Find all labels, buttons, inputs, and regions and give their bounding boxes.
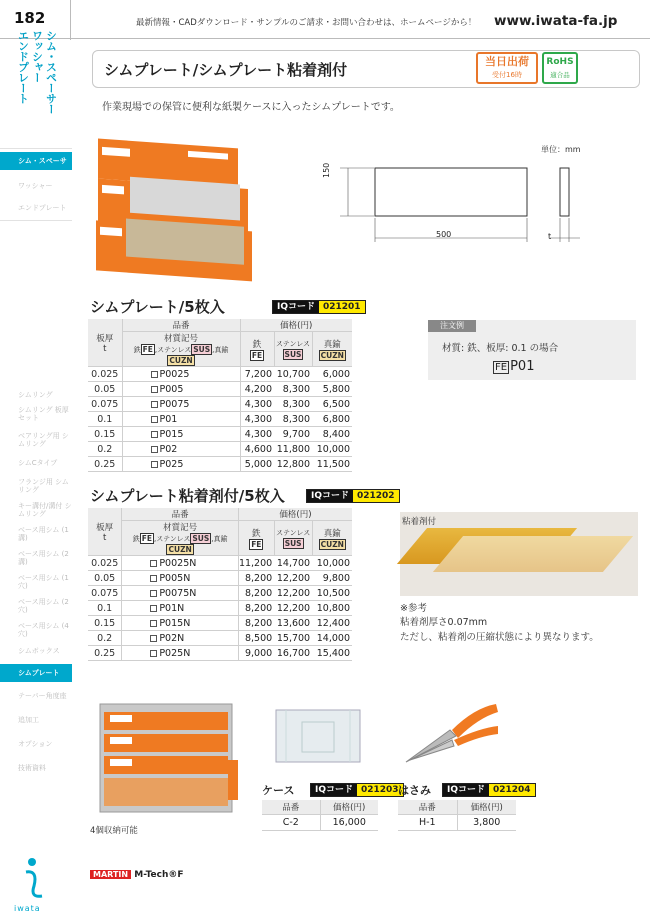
rail-item-base-shim-1slot[interactable]: ベース用シム (1溝) <box>18 526 69 542</box>
th-cuzn: 真鍮 CUZN <box>312 521 352 556</box>
case-caption: 4個収納可能 <box>90 826 138 836</box>
rail-item-option[interactable]: オプション <box>18 740 53 748</box>
table-row: 0.2 P02N 8,500 15,700 14,000 <box>88 631 352 646</box>
product-photo <box>90 130 260 290</box>
category-line-3: エンドプレート <box>16 30 30 104</box>
dim-thickness: t <box>548 232 552 241</box>
case-photo <box>272 702 364 768</box>
case-table <box>262 800 378 831</box>
iq-label: IQコード <box>311 784 357 796</box>
dimension-drawing <box>310 160 600 255</box>
th-part: 品番 <box>398 800 457 814</box>
header-url[interactable]: www.iwata-fa.jp <box>494 13 618 29</box>
table1-title: シムプレート/5枚入 <box>90 298 225 316</box>
scissors-photo <box>400 700 502 770</box>
rail-item-base-shim-2hole[interactable]: ベース用シム (2穴) <box>18 598 69 614</box>
page-title: シムプレート/シムプレート粘着剤付 <box>104 61 348 79</box>
table-row: 0.05 P005N 8,200 12,200 9,800 <box>88 571 352 586</box>
table-row: 0.075 P0075N 8,200 12,200 10,500 <box>88 586 352 601</box>
envelope-3 <box>96 219 252 282</box>
th-sus: ステンレス SUS <box>274 332 312 367</box>
dim-height: 150 <box>322 162 331 178</box>
adhesive-sheet-front <box>433 536 633 572</box>
table-row: 0.075 P0075 4,300 8,300 6,500 <box>88 397 352 412</box>
table-row: 0.25 P025N 9,000 16,700 15,400 <box>88 646 352 661</box>
th-price: 価格(円) <box>320 800 378 814</box>
th-part: 品番 <box>262 800 320 814</box>
table-row: 0.2 P02 4,600 11,800 10,000 <box>88 442 352 457</box>
table2-title: シムプレート粘着剤付/5枚入 <box>90 487 285 505</box>
order-example-condition: 材質: 鉄、板厚: 0.1 の場合 <box>442 343 559 354</box>
scissors-table <box>398 800 516 831</box>
rail-item-bearing-shimring[interactable]: ベアリング用 シムリング <box>18 432 69 448</box>
category-line-2: ワッシャー <box>30 30 44 83</box>
category-vertical-title <box>4 30 70 126</box>
category-line-1: シム・スペーサー <box>44 30 58 114</box>
th-material: 材質記号 鉄 FE ,ステンレス SUS ,真鍮CUZN <box>122 521 239 556</box>
rail-item-taper[interactable]: テーパー角度座 <box>18 692 67 700</box>
table2-iq-code <box>306 489 400 503</box>
table-row: 0.025 P0025N 11,200 14,700 10,000 <box>88 556 352 571</box>
adhesive-note-1: 粘着剤厚さ0.07mm <box>400 617 488 628</box>
case-iq-code <box>310 783 404 797</box>
adhesive-note-2: ただし、粘着剤の圧縮状態により異なります。 <box>400 632 599 643</box>
th-thickness: 板厚 t <box>88 508 122 556</box>
rail-item-base-shim-2slot[interactable]: ベース用シム (2溝) <box>18 550 69 566</box>
rail-item-flange-shimring[interactable]: フランジ用 シムリング <box>18 478 69 494</box>
same-day-label: 当日出荷 <box>485 55 529 68</box>
rohs-label: RoHS <box>546 57 574 67</box>
th-fe: 鉄 FE <box>238 521 274 556</box>
rail-item-endplate[interactable]: エンドプレート <box>18 204 67 212</box>
iq-label: IQコード <box>307 490 353 502</box>
dim-width: 500 <box>436 230 452 239</box>
table-row: 0.025 P0025 7,200 10,700 6,000 <box>88 367 352 382</box>
th-material: 材質記号 鉄 FE ,ステンレス SUS ,真鍮CUZN <box>122 332 240 367</box>
case-with-plates-photo <box>96 700 244 822</box>
th-thickness: 板厚 t <box>88 319 122 367</box>
table-row: 0.15 P015N 8,200 13,600 12,400 <box>88 616 352 631</box>
rail-item-technical[interactable]: 技術資料 <box>18 764 46 772</box>
th-part: 品番 <box>122 508 239 521</box>
table2 <box>88 508 352 661</box>
same-day-badge <box>476 52 538 84</box>
rail-item-shimplate[interactable]: シムプレート <box>0 664 72 682</box>
table-row: C-2 16,000 <box>262 814 378 830</box>
order-example-tag: 注文例 <box>428 320 476 332</box>
rail-item-additional[interactable]: 追加工 <box>18 716 39 724</box>
rail-divider <box>0 220 72 221</box>
th-price: 価格(円) <box>457 800 516 814</box>
th-fe: 鉄 FE <box>240 332 274 367</box>
iwata-logo-text: iwata <box>14 904 41 913</box>
rail-item-base-shim-1hole[interactable]: ベース用シム (1穴) <box>18 574 69 590</box>
scissors-title: はさみ <box>398 784 431 797</box>
th-part: 品番 <box>122 319 240 332</box>
table-row: 0.25 P025 5,000 12,800 11,500 <box>88 457 352 472</box>
rail-item-shimbox[interactable]: シムボックス <box>18 647 60 655</box>
martin-logo: MARTIN <box>90 870 131 879</box>
table-row: 0.1 P01 4,300 8,300 6,800 <box>88 412 352 427</box>
table1-iq-code <box>272 300 366 314</box>
rail-item-shimring-set[interactable]: シムリング 板厚セット <box>18 406 69 422</box>
adhesive-note-title: ※参考 <box>400 603 427 614</box>
rail-divider <box>0 148 72 149</box>
table-row: 0.05 P005 4,200 8,300 5,800 <box>88 382 352 397</box>
page-number: 182 <box>14 9 46 27</box>
rohs-sub: 適合品 <box>550 71 570 79</box>
table-row: 0.15 P015 4,300 9,700 8,400 <box>88 427 352 442</box>
header-divider <box>70 0 71 40</box>
th-price: 価格(円) <box>240 319 352 332</box>
same-day-sub: 受付16時 <box>492 71 522 79</box>
iq-value: 021203 <box>357 784 403 796</box>
table1 <box>88 319 352 472</box>
rail-item-shim-spacer[interactable]: シム・スペーサー <box>0 152 72 170</box>
iq-label: IQコード <box>443 784 489 796</box>
mtech-logo: M-Tech®F <box>134 870 184 880</box>
th-cuzn: 真鍮 CUZN <box>312 332 352 367</box>
scissors-iq-code <box>442 783 536 797</box>
unit-label: 単位：mm <box>541 145 581 154</box>
iwata-logo <box>16 852 50 912</box>
adhesive-tag: 粘着剤付 <box>402 517 437 527</box>
th-sus: ステンレス SUS <box>274 521 312 556</box>
header-rule <box>0 38 650 39</box>
rail-item-keyway-shimring[interactable]: キー溝付/溝付 シムリング <box>18 502 72 518</box>
rail-item-washer[interactable]: ワッシャー <box>18 182 53 190</box>
rohs-badge <box>542 52 578 84</box>
iq-label: IQコード <box>273 301 319 313</box>
rail-item-shimring[interactable]: シムリング <box>18 391 53 399</box>
iq-value: 021202 <box>353 490 399 502</box>
rail-item-base-shim-4hole[interactable]: ベース用シム (4穴) <box>18 622 69 638</box>
th-price: 価格(円) <box>238 508 352 521</box>
table-row: H-1 3,800 <box>398 814 516 830</box>
table-row: 0.1 P01N 8,200 12,200 10,800 <box>88 601 352 616</box>
order-example-code: FE P01 <box>495 359 535 374</box>
rail-item-shim-c[interactable]: シムCタイプ <box>18 459 58 467</box>
iq-value: 021204 <box>489 784 535 796</box>
brand-line <box>90 870 184 880</box>
case-title: ケース <box>262 784 295 797</box>
header-news: 最新情報・CADダウンロード・サンプルのご請求・お問い合わせは、ホームページから！ <box>136 18 477 28</box>
iq-value: 021201 <box>319 301 365 313</box>
description: 作業現場での保管に便利な紙製ケースに入ったシムプレートです。 <box>102 102 400 113</box>
